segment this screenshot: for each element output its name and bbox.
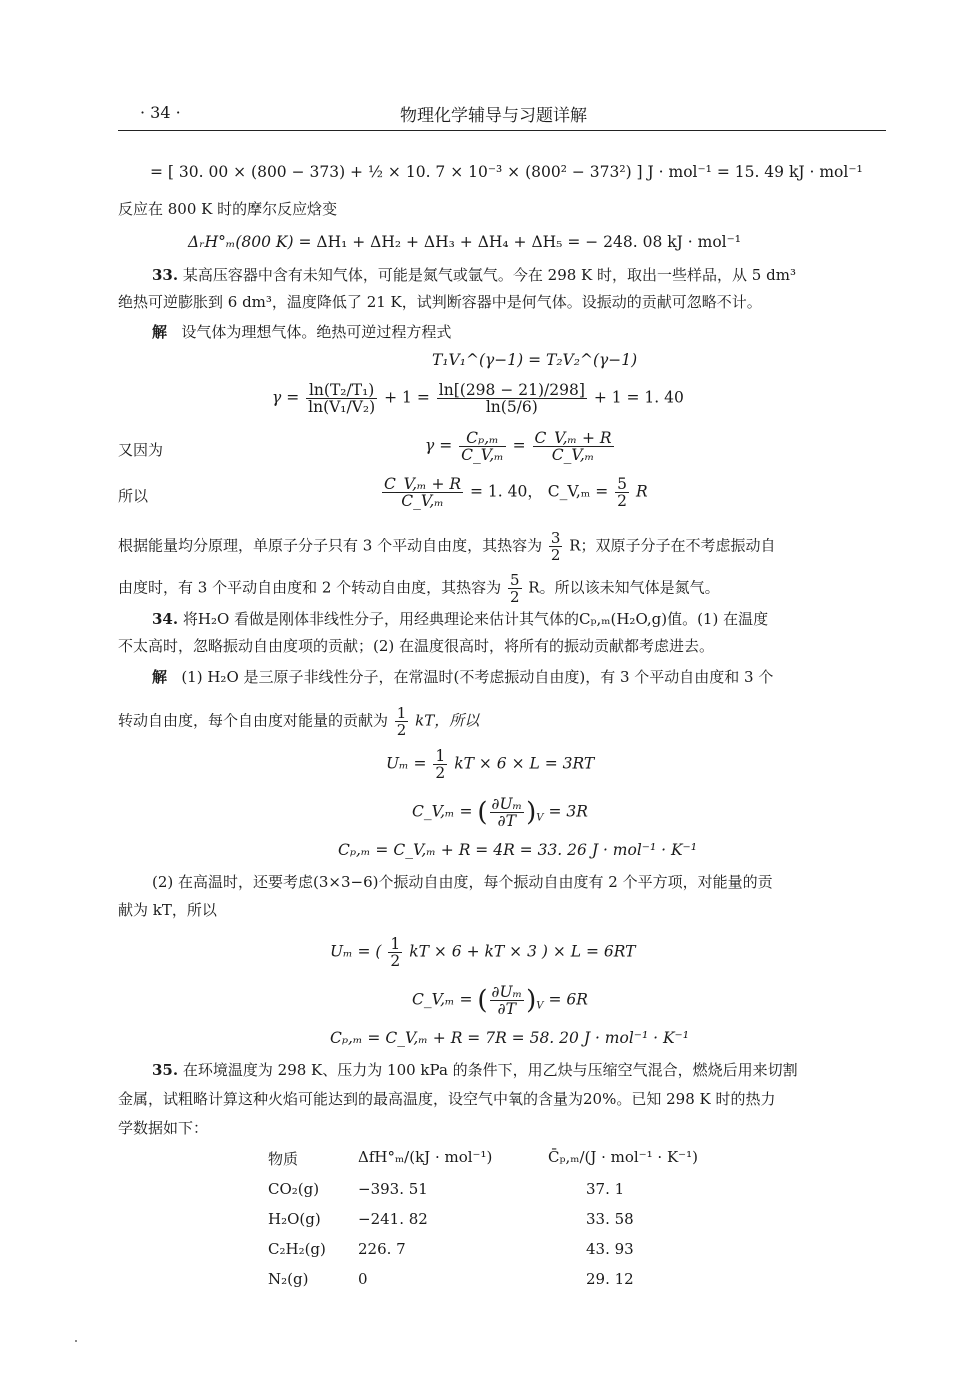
table-cell-heat-capacity: 43. 93 (586, 1240, 634, 1258)
gamma-mid: + 1 = (384, 388, 430, 407)
table-header-heat-capacity: C̄ₚ,ₘ/(J · mol⁻¹ · K⁻¹) (548, 1148, 698, 1166)
cv-end: R (635, 482, 648, 501)
solution-label: 解 (152, 323, 168, 341)
solution-33-text-1: 设气体为理想气体。绝热可逆过程方程式 (181, 323, 452, 341)
problem-34-solution-line-3: (2) 在高温时，还要考虑(3×3−6)个振动自由度，每个振动自由度有 2 个平方项，对能量的贡 (152, 873, 773, 891)
problem-34-number: 34. (152, 610, 179, 628)
problem-34-line-1 (152, 609, 768, 629)
table-cell-substance: C₂H₂(g) (268, 1240, 326, 1258)
cv1-rhs: = 3R (548, 802, 588, 821)
table-cell-substance: CO₂(g) (268, 1180, 320, 1198)
fraction-ln-t-v: $\frac{\text{ln(T₂/T₁)}}{\text{ln(V₁/V₂)}}$ (308, 381, 376, 416)
problem-33-number: 33. (152, 266, 179, 284)
fraction-half-u2: $\frac{1}{2}$ (390, 935, 401, 970)
equation-um-1 (386, 748, 594, 781)
table-cell-substance: N₂(g) (268, 1270, 309, 1288)
equation-delta-h-800 (188, 232, 741, 252)
problem-33-text-1: 某高压容器中含有未知气体，可能是氮气或氩气。今在 298 K 时，取出一些样品，从 5 dm³ (182, 266, 796, 284)
equation-gamma-cp-cv (425, 430, 616, 463)
table-row (268, 1270, 748, 1292)
table-cell-enthalpy: 0 (358, 1270, 368, 1288)
problem-35-number: 35. (152, 1061, 179, 1079)
problem-35-line-3: 学数据如下： (118, 1119, 209, 1137)
equation-cv-1: C_V,ₘ = ( $\frac{\text{∂Uₘ}}{\partial T}$ )$_V = 3R$ (412, 795, 588, 830)
table-header-enthalpy: ΔfH°ₘ/(kJ · mol⁻¹) (358, 1148, 493, 1166)
header-rule (118, 130, 886, 131)
problem-35-line-1 (152, 1060, 798, 1080)
cv-mid: = 1. 40， C_V,ₘ = (469, 482, 609, 501)
label-suoyi: 所以 (118, 487, 149, 505)
table-cell-heat-capacity: 29. 12 (586, 1270, 634, 1288)
problem-34-line-2: 不太高时，忽略振动自由度项的贡献；(2) 在温度很高时，将所有的振动贡献都考虑进去。 (118, 637, 715, 655)
cv2-lhs: C_V,ₘ = (412, 990, 473, 1009)
gamma-end: + 1 = 1. 40 (593, 388, 684, 407)
table-row (268, 1210, 748, 1232)
page-number: · 34 · (140, 103, 181, 122)
equation-gamma-calc (272, 382, 684, 415)
scan-speck (75, 1340, 77, 1342)
equation-um-2 (330, 936, 635, 969)
subscript-v-1: V (536, 812, 544, 824)
equation-cv-2: C_V,ₘ = ( $\frac{\text{∂Uₘ}}{\partial T}$ )$_V = 6R$ (412, 983, 588, 1018)
equation-enthalpy-calc: = [ 30. 00 × (800 − 373) + ½ × 10. 7 × 10⁻³ × (800² − 373²) ] J · mol⁻¹ = 15. 49 kJ · mol⁻¹ (150, 163, 863, 181)
equation-adiabatic: T₁V₁^(γ−1) = T₂V₂^(γ−1) (432, 351, 638, 369)
fraction-cv-plus-r: $\frac{\text{C\_V,ₘ + R}}{\text{C\_V,ₘ}}$ (534, 429, 612, 464)
cv1-lhs: C_V,ₘ = (412, 802, 473, 821)
subscript-v-2: V (536, 1000, 544, 1012)
fraction-one-half: $\frac{1}{2}$ (396, 704, 407, 739)
fraction-ln-values: $\frac{\ln[(298 - 21)/298]}{\ln(5/6)}$ (438, 381, 585, 416)
fraction-cv-ratio: $\frac{\text{C\_V,ₘ + R}}{\text{C\_V,ₘ}}$ (384, 475, 462, 510)
label-youyin: 又因为 (118, 441, 164, 459)
equation-cp-2: Cₚ,ₘ = C_V,ₘ + R = 7R = 58. 20 J · mol⁻¹ · K⁻¹ (330, 1029, 689, 1047)
text-3a: 根据能量均分原理，单原子分子只有 3 个平动自由度，其热容为 (118, 536, 543, 555)
fraction-three-halves: $\frac{3}{2}$ (550, 529, 561, 564)
table-cell-heat-capacity: 33. 58 (586, 1210, 634, 1228)
delta-h-rhs: = ΔH₁ + ΔH₂ + ΔH₃ + ΔH₄ + ΔH₅ = − 248. 08 kJ · mol⁻¹ (298, 233, 741, 251)
gamma-lhs: γ = (272, 388, 300, 407)
table-row (268, 1240, 748, 1262)
table-cell-substance: H₂O(g) (268, 1210, 321, 1228)
problem-35-text-1: 在环境温度为 298 K、压力为 100 kPa 的条件下，用乙炔与压缩空气混合，燃烧后用来切割 (182, 1061, 798, 1079)
fraction-half-u1: $\frac{1}{2}$ (435, 747, 446, 782)
problem-33-line-1 (152, 265, 796, 285)
table-header-substance: 物质 (268, 1150, 299, 1168)
um1-lhs: Uₘ = (386, 754, 427, 773)
solution-label-34: 解 (152, 668, 168, 686)
running-title: 物理化学辅导与习题详解 (400, 106, 587, 126)
fraction-dU-dT-2: $\frac{\text{∂Uₘ}}{\partial T}$ (491, 983, 523, 1018)
equation-cp-1: Cₚ,ₘ = C_V,ₘ + R = 4R = 33. 26 J · mol⁻¹ · K⁻¹ (338, 841, 697, 859)
problem-34-solution-line-1 (152, 667, 773, 687)
gamma2-lhs: γ = (425, 436, 453, 455)
table-cell-heat-capacity: 37. 1 (586, 1180, 625, 1198)
table-row (268, 1180, 748, 1202)
text-3b: R；双原子分子在不考虑振动自 (569, 536, 776, 555)
table-header-row (268, 1148, 748, 1170)
cv2-rhs: = 6R (548, 990, 588, 1009)
text-4b: R。所以该未知气体是氮气。 (528, 578, 720, 597)
problem-34-solution-line-4: 献为 kT，所以 (118, 901, 217, 919)
problem-35-line-2: 金属，试粗略计算这种火焰可能达到的最高温度，设空气中氧的含量为20%。已知 298 K 时的热力 (118, 1090, 776, 1108)
problem-33-line-3 (118, 530, 776, 563)
um2-lhs: Uₘ = ( (330, 942, 382, 961)
problem-33-solution-line-1 (152, 322, 451, 342)
um1-rhs: kT × 6 × L = 3RT (454, 754, 595, 773)
problem-33-line-4 (118, 572, 720, 605)
fraction-dU-dT-1: $\frac{\text{∂Uₘ}}{\partial T}$ (491, 795, 523, 830)
table-cell-enthalpy: 226. 7 (358, 1240, 406, 1258)
delta-h-lhs: ΔᵣH°ₘ(800 K) (188, 233, 294, 251)
table-cell-enthalpy: −241. 82 (358, 1210, 428, 1228)
fraction-five-halves-2: $\frac{5}{2}$ (509, 571, 520, 606)
table-cell-enthalpy: −393. 51 (358, 1180, 428, 1198)
text-4a: 由度时，有 3 个平动自由度和 2 个转动自由度，其热容为 (118, 578, 502, 597)
fraction-cp-cv: $\frac{\text{Cₚ,ₘ}}{\text{C\_V,ₘ}}$ (461, 429, 504, 464)
text-reaction-enthalpy: 反应在 800 K 时的摩尔反应焓变 (118, 200, 338, 218)
problem-34-text-1: 将H₂O 看做是刚体非线性分子，用经典理论来估计其气体的Cₚ,ₘ(H₂O,g)值。(1) 在温度 (182, 610, 769, 628)
equation-cv-result (380, 476, 648, 509)
um2-rhs: kT × 6 + kT × 3 ) × L = 6RT (409, 942, 636, 961)
gamma2-eq: = (512, 436, 526, 455)
fraction-five-halves: $\frac{5}{2}$ (617, 475, 628, 510)
sol-2a: 转动自由度，每个自由度对能量的贡献为 (118, 711, 389, 730)
problem-34-solution-line-2 (118, 705, 479, 738)
sol-2b: kT，所以 (415, 711, 480, 730)
solution-34-text-1: (1) H₂O 是三原子非线性分子，在常温时(不考虑振动自由度)，有 3 个平动自由度和 3 个 (181, 668, 774, 686)
problem-33-line-2: 绝热可逆膨胀到 6 dm³，温度降低了 21 K，试判断容器中是何气体。设振动的贡献可忽略不计。 (118, 293, 762, 311)
